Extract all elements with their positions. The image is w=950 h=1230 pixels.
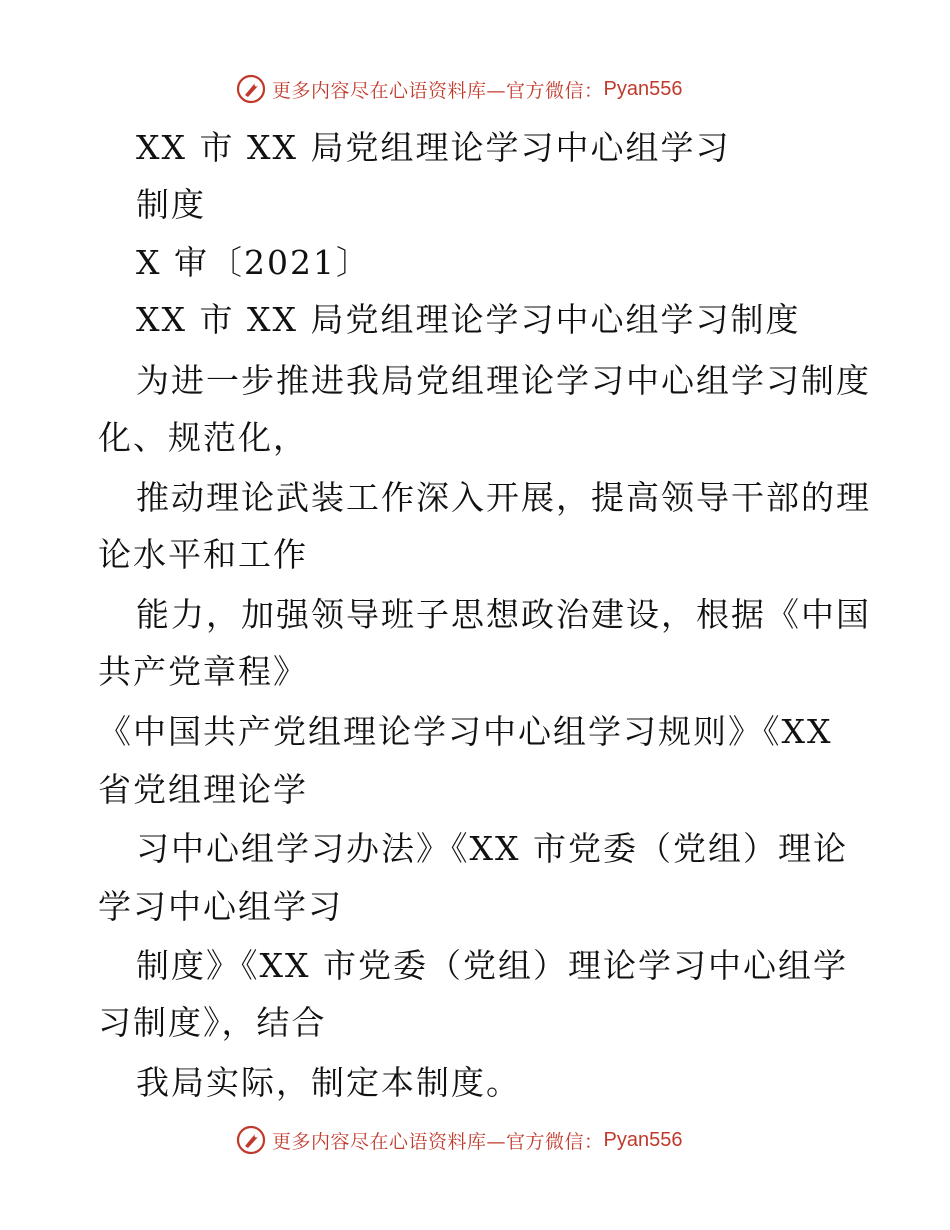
paragraph-line: 学习中心组学习 <box>98 887 343 926</box>
doc-title-line-1: XX 市 XX 局党组理论学习中心组学习 <box>136 128 731 167</box>
banner-handle: Pyan556 <box>603 1128 683 1151</box>
banner-handle: Pyan556 <box>603 77 683 100</box>
banner-text: 更多内容尽在心语资料库—官方微信： <box>272 79 604 102</box>
paragraph-line: 共产党章程》 <box>98 652 308 691</box>
paragraph-line: 制度》《XX 市党委（党组）理论学习中心组学 <box>136 946 848 985</box>
footer-watermark-banner <box>236 1123 682 1157</box>
doc-title-line-2: 制度 <box>136 185 206 224</box>
paragraph-line: 我局实际，制定本制度。 <box>136 1063 521 1102</box>
banner-text: 更多内容尽在心语资料库—官方微信： <box>272 1130 604 1153</box>
paragraph-line: 为进一步推进我局党组理论学习中心组学习制度 <box>136 361 871 400</box>
header-watermark-banner <box>236 72 682 106</box>
paragraph-line: 能力，加强领导班子思想政治建设，根据《中国 <box>136 595 871 634</box>
paragraph-line: 化、规范化， <box>98 418 308 457</box>
paragraph-line: 省党组理论学 <box>98 770 308 809</box>
doc-subtitle: XX 市 XX 局党组理论学习中心组学习制度 <box>136 300 801 339</box>
paragraph-line: 习制度》，结合 <box>98 1003 327 1042</box>
doc-number: X 审〔2021〕 <box>136 243 371 282</box>
pen-nib-circle-icon <box>236 1125 266 1155</box>
pen-nib-circle-icon <box>236 74 266 104</box>
paragraph-line: 《中国共产党组理论学习中心组学习规则》《XX <box>98 712 833 751</box>
paragraph-line: 论水平和工作 <box>98 535 308 574</box>
paragraph-line: 推动理论武装工作深入开展，提高领导干部的理 <box>136 478 871 517</box>
paragraph-line: 习中心组学习办法》《XX 市党委（党组）理论 <box>136 829 848 868</box>
